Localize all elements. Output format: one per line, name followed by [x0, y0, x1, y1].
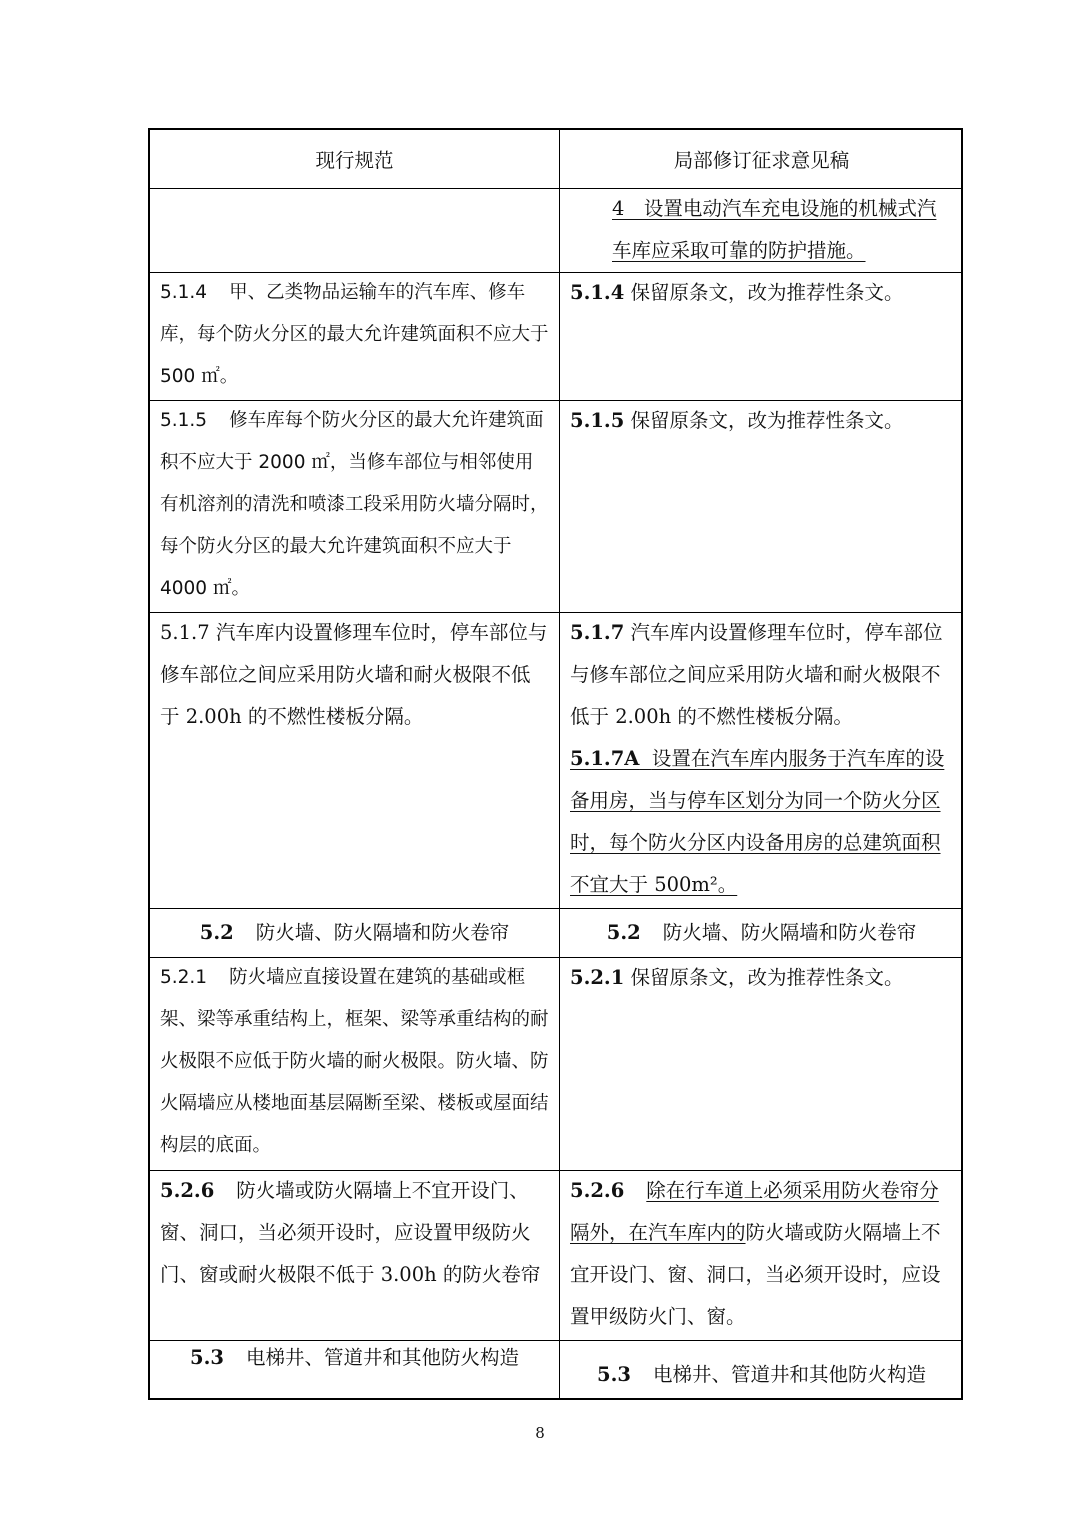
clause-text: 防火墙应直接设置在建筑的基础或框架、梁等承重结构上，框架、梁等承重结构的耐火极限不应低于防火墙的耐火极限。防火墙、防火隔墙应从楼地面基层隔断至梁、楼板或屋面结构层的底面。	[160, 967, 549, 1156]
clause-text: 汽车库内设置修理车位时，停车部位与修车部位之间应采用防火墙和耐火极限不低于 2.00h 的不燃性楼板分隔。	[570, 621, 943, 728]
clause-text: 保留原条文，改为推荐性条文。	[630, 409, 904, 432]
clause-text: 防火墙或防火隔墙上不宜开设门、窗、洞口，当必须开设时，应设置甲级防火门、窗或耐火极限不低于 3.00h 的防火卷帘	[160, 1179, 541, 1286]
row-5-3-left	[150, 1340, 559, 1400]
row-5-2-1-right	[560, 957, 963, 1170]
clause-number: 5.1.5	[570, 409, 625, 432]
clause-number: 5.2.1	[160, 967, 208, 988]
section-number: 5.3	[597, 1363, 631, 1386]
row-5-1-4-left	[150, 272, 559, 400]
clause-text: 防火墙或防火隔墙上不宜开设门、窗、洞口，当必须开设时，应设置甲级防火门、窗。	[570, 1221, 941, 1328]
clause-number: 5.1.7	[160, 621, 210, 644]
row-5-1-5-right	[560, 400, 963, 612]
row-5-1-4-right	[560, 272, 963, 400]
row-5-1-5-left	[150, 400, 559, 612]
row-5-2-6-right	[560, 1170, 963, 1340]
row-5-2-left	[150, 908, 559, 957]
row-5-2-1-left	[150, 957, 559, 1170]
clause-number: 5.1.7	[570, 621, 625, 644]
comparison-table	[148, 128, 963, 1400]
clause-number: 5.1.5	[160, 410, 208, 431]
section-title: 防火墙、防火隔墙和防火卷帘	[255, 921, 510, 944]
section-number: 5.2	[606, 921, 641, 944]
clause-text: 保留原条文，改为推荐性条文。	[630, 281, 904, 304]
header-draft-revision: 局部修订征求意见稿	[673, 149, 850, 172]
page-number: 8	[535, 1424, 545, 1442]
section-number: 5.3	[190, 1346, 224, 1369]
clause-text: 4 设置电动汽车充电设施的机械式汽车库应采取可靠的防护措施。	[612, 197, 937, 262]
section-number: 5.2	[199, 921, 234, 944]
clause-number: 5.2.6	[160, 1179, 215, 1202]
clause-text: 保留原条文，改为推荐性条文。	[630, 966, 904, 989]
clause-number: 5.1.4	[160, 282, 208, 303]
row-5-2-right	[560, 908, 963, 957]
clause-text-added: 除在行车道上必须采用防火卷帘分隔外，	[570, 1179, 939, 1244]
clause-text: 汽车库内设置修理车位时，停车部位与修车部位之间应采用防火墙和耐火极限不低于 2.00h 的不燃性楼板分隔。	[160, 621, 548, 728]
section-title: 防火墙、防火隔墙和防火卷帘	[662, 921, 917, 944]
clause-number-new: 5.1.7A	[570, 747, 640, 770]
row-5-3-right	[560, 1340, 963, 1400]
row-5-2-6-left	[150, 1170, 559, 1340]
section-title: 电梯井、管道井和其他防火构造	[245, 1346, 519, 1369]
clause-text-new: 设置在汽车库内服务于汽车库的设备用房，当与停车区划分为同一个防火分区时，每个防火分区内设备用房的总建筑面积不宜大于 500m²。	[570, 747, 945, 896]
section-title: 电梯井、管道井和其他防火构造	[652, 1363, 926, 1386]
row0-right	[560, 188, 963, 272]
clause-number: 5.1.4	[570, 281, 625, 304]
header-current-code: 现行规范	[315, 149, 394, 172]
clause-number: 5.2.1	[570, 966, 625, 989]
clause-text-added-2: 在汽车库内的	[628, 1221, 746, 1244]
row-5-1-7-right	[560, 612, 963, 908]
clause-number: 5.2.6	[570, 1179, 625, 1202]
clause-text: 修车库每个防火分区的最大允许建筑面积不应大于 2000 ㎡，当修车部位与相邻使用有机溶剂的清洗和喷漆工段采用防火墙分隔时，每个防火分区的最大允许建筑面积不应大于 4000 ㎡。	[160, 410, 549, 599]
row-5-1-7-left	[150, 612, 559, 908]
clause-text: 甲、乙类物品运输车的汽车库、修车库，每个防火分区的最大允许建筑面积不应大于 500 ㎡。	[160, 282, 549, 387]
